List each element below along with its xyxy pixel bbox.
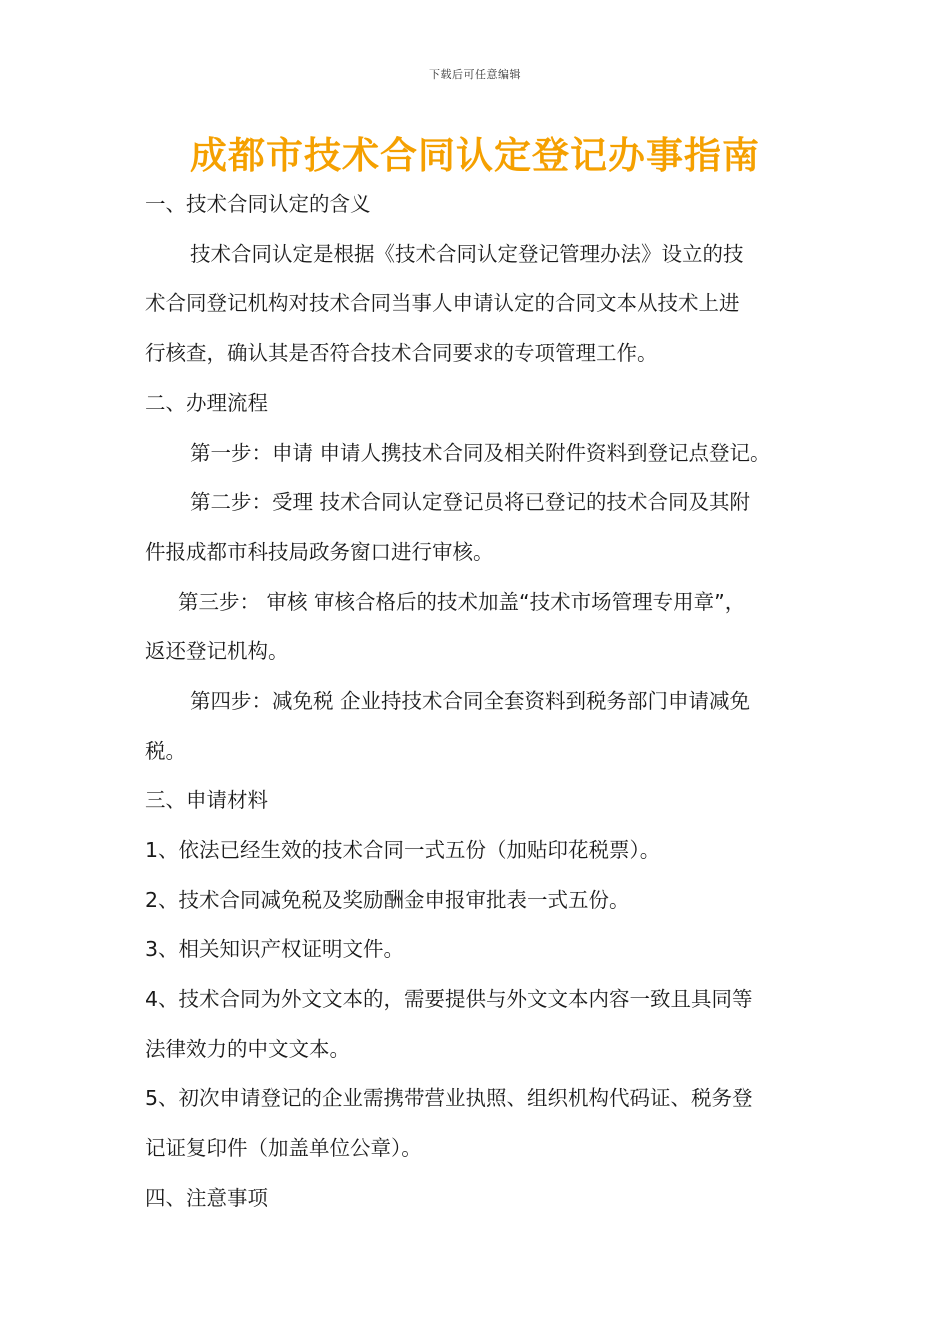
step-3-line: 第三步： 审核 审核合格后的技术加盖“技术市场管理专用章”，	[178, 590, 746, 614]
step-2-line-cont: 件报成都市科技局政务窗口进行审核。	[145, 540, 494, 564]
paragraph-line: 行核查，确认其是否符合技术合同要求的专项管理工作。	[145, 341, 658, 365]
document-title: 成都市技术合同认定登记办事指南	[190, 134, 760, 177]
step-2-line: 第二步：受理 技术合同认定登记员将已登记的技术合同及其附	[190, 490, 751, 514]
step-4-line: 第四步：减免税 企业持技术合同全套资料到税务部门申请减免	[190, 689, 751, 713]
material-item-5: 5、初次申请登记的企业需携带营业执照、组织机构代码证、税务登	[145, 1086, 753, 1110]
material-item-2: 2、技术合同减免税及奖励酬金申报审批表一式五份。	[145, 888, 630, 912]
step-3-line-cont: 返还登记机构。	[145, 639, 289, 663]
material-item-4: 4、技术合同为外文文本的，需要提供与外文文本内容一致且具同等	[145, 987, 753, 1011]
material-item-4-cont: 法律效力的中文文本。	[145, 1037, 350, 1061]
paragraph-line: 技术合同认定是根据《技术合同认定登记管理办法》设立的技	[190, 242, 744, 266]
section-heading-2: 二、办理流程	[145, 391, 268, 415]
section-heading-1: 一、技术合同认定的含义	[145, 192, 371, 216]
material-item-1: 1、依法已经生效的技术合同一式五份（加贴印花税票）。	[145, 838, 661, 862]
step-1-line: 第一步：申请 申请人携技术合同及相关附件资料到登记点登记。	[190, 441, 771, 465]
section-heading-3: 三、申请材料	[145, 788, 268, 812]
step-4-line-cont: 税。	[145, 739, 186, 763]
material-item-5-cont: 记证复印件（加盖单位公章）。	[145, 1136, 422, 1160]
paragraph-line: 术合同登记机构对技术合同当事人申请认定的合同文本从技术上进	[145, 291, 740, 315]
material-item-3: 3、相关知识产权证明文件。	[145, 937, 405, 961]
section-heading-4: 四、注意事项	[145, 1186, 268, 1210]
header-note: 下载后可任意编辑	[429, 68, 521, 81]
